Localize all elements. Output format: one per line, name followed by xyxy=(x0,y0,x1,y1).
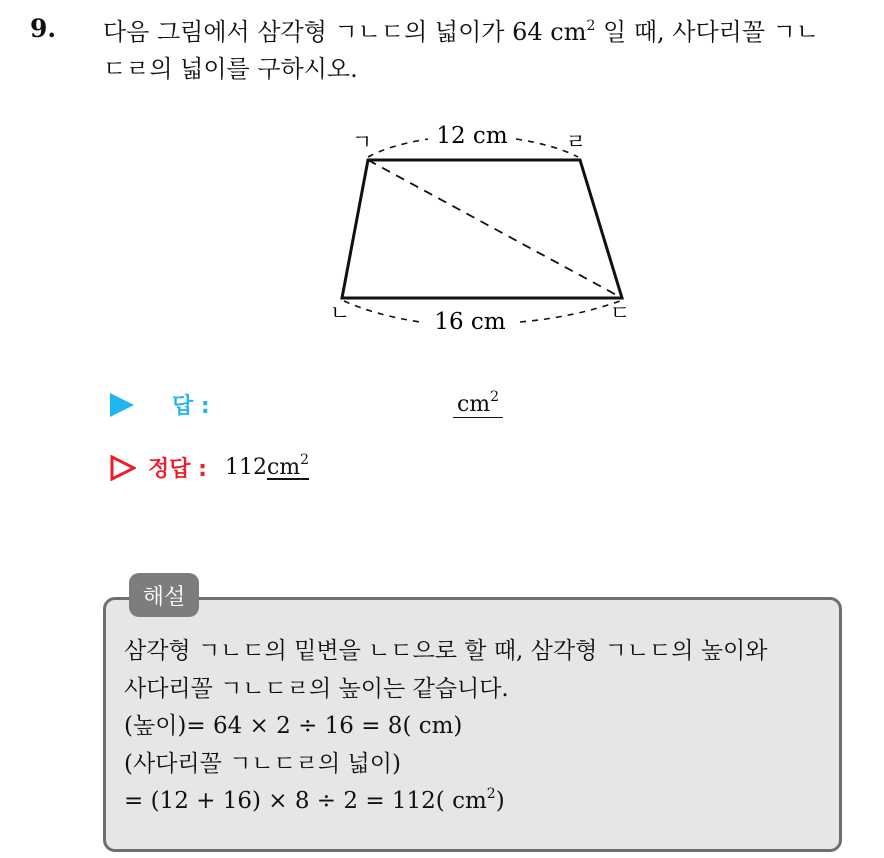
solution-line-5: = (12 + 16) × 8 ÷ 2 = 112( $cm^2$) xyxy=(124,786,505,814)
correct-label: 정답 : xyxy=(148,457,207,482)
answer-row xyxy=(110,389,210,420)
bottom-dimension-arc-right xyxy=(520,301,620,322)
question-line-1: 다음 그림에서 삼각형 ㄱㄴㄷ의 넓이가 64 $cm^2$ 일 때, 사다리꼴 ㄱㄴ xyxy=(103,18,820,46)
bottom-dimension-arc-left xyxy=(344,301,420,322)
trapezoid-figure xyxy=(320,115,650,345)
answer-arrow-icon xyxy=(110,393,134,417)
question-line-2: ㄷㄹ의 넓이를 구하시오. xyxy=(103,55,358,83)
solution-tag: 해설 xyxy=(129,573,199,617)
correct-answer-row xyxy=(110,452,309,483)
label-b: ㄴ xyxy=(329,301,351,325)
label-a: ㄱ xyxy=(351,130,373,154)
solution-line-2: 사다리꼴 ㄱㄴㄷㄹ의 높이는 같습니다. xyxy=(124,675,509,702)
trapezoid-shape xyxy=(342,160,622,298)
question-number: 9. xyxy=(30,14,57,43)
correct-arrow-icon xyxy=(110,455,136,481)
correct-unit: $cm^2$ xyxy=(266,452,310,480)
label-c: ㄷ xyxy=(609,301,631,325)
correct-value: 112 xyxy=(224,455,267,480)
solution-line-1: 삼각형 ㄱㄴㄷ의 밑변을 ㄴㄷ으로 할 때, 삼각형 ㄱㄴㄷ의 높이와 xyxy=(124,638,768,664)
solution-line-3: (높이)= 64 × 2 ÷ 16 = 8( cm) xyxy=(124,713,463,739)
top-dimension-arc-left xyxy=(368,139,428,157)
question-text xyxy=(103,14,863,88)
label-d: ㄹ xyxy=(565,130,587,154)
answer-label: 답 : xyxy=(172,394,210,419)
answer-input[interactable]: $cm^2$ xyxy=(453,393,503,418)
bottom-length: 16 cm xyxy=(434,309,506,335)
top-length: 12 cm xyxy=(436,123,508,149)
solution-text xyxy=(124,633,844,821)
solution-line-4: (사다리꼴 ㄱㄴㄷㄹ의 넓이) xyxy=(124,750,401,777)
diagonal-line xyxy=(368,160,622,298)
